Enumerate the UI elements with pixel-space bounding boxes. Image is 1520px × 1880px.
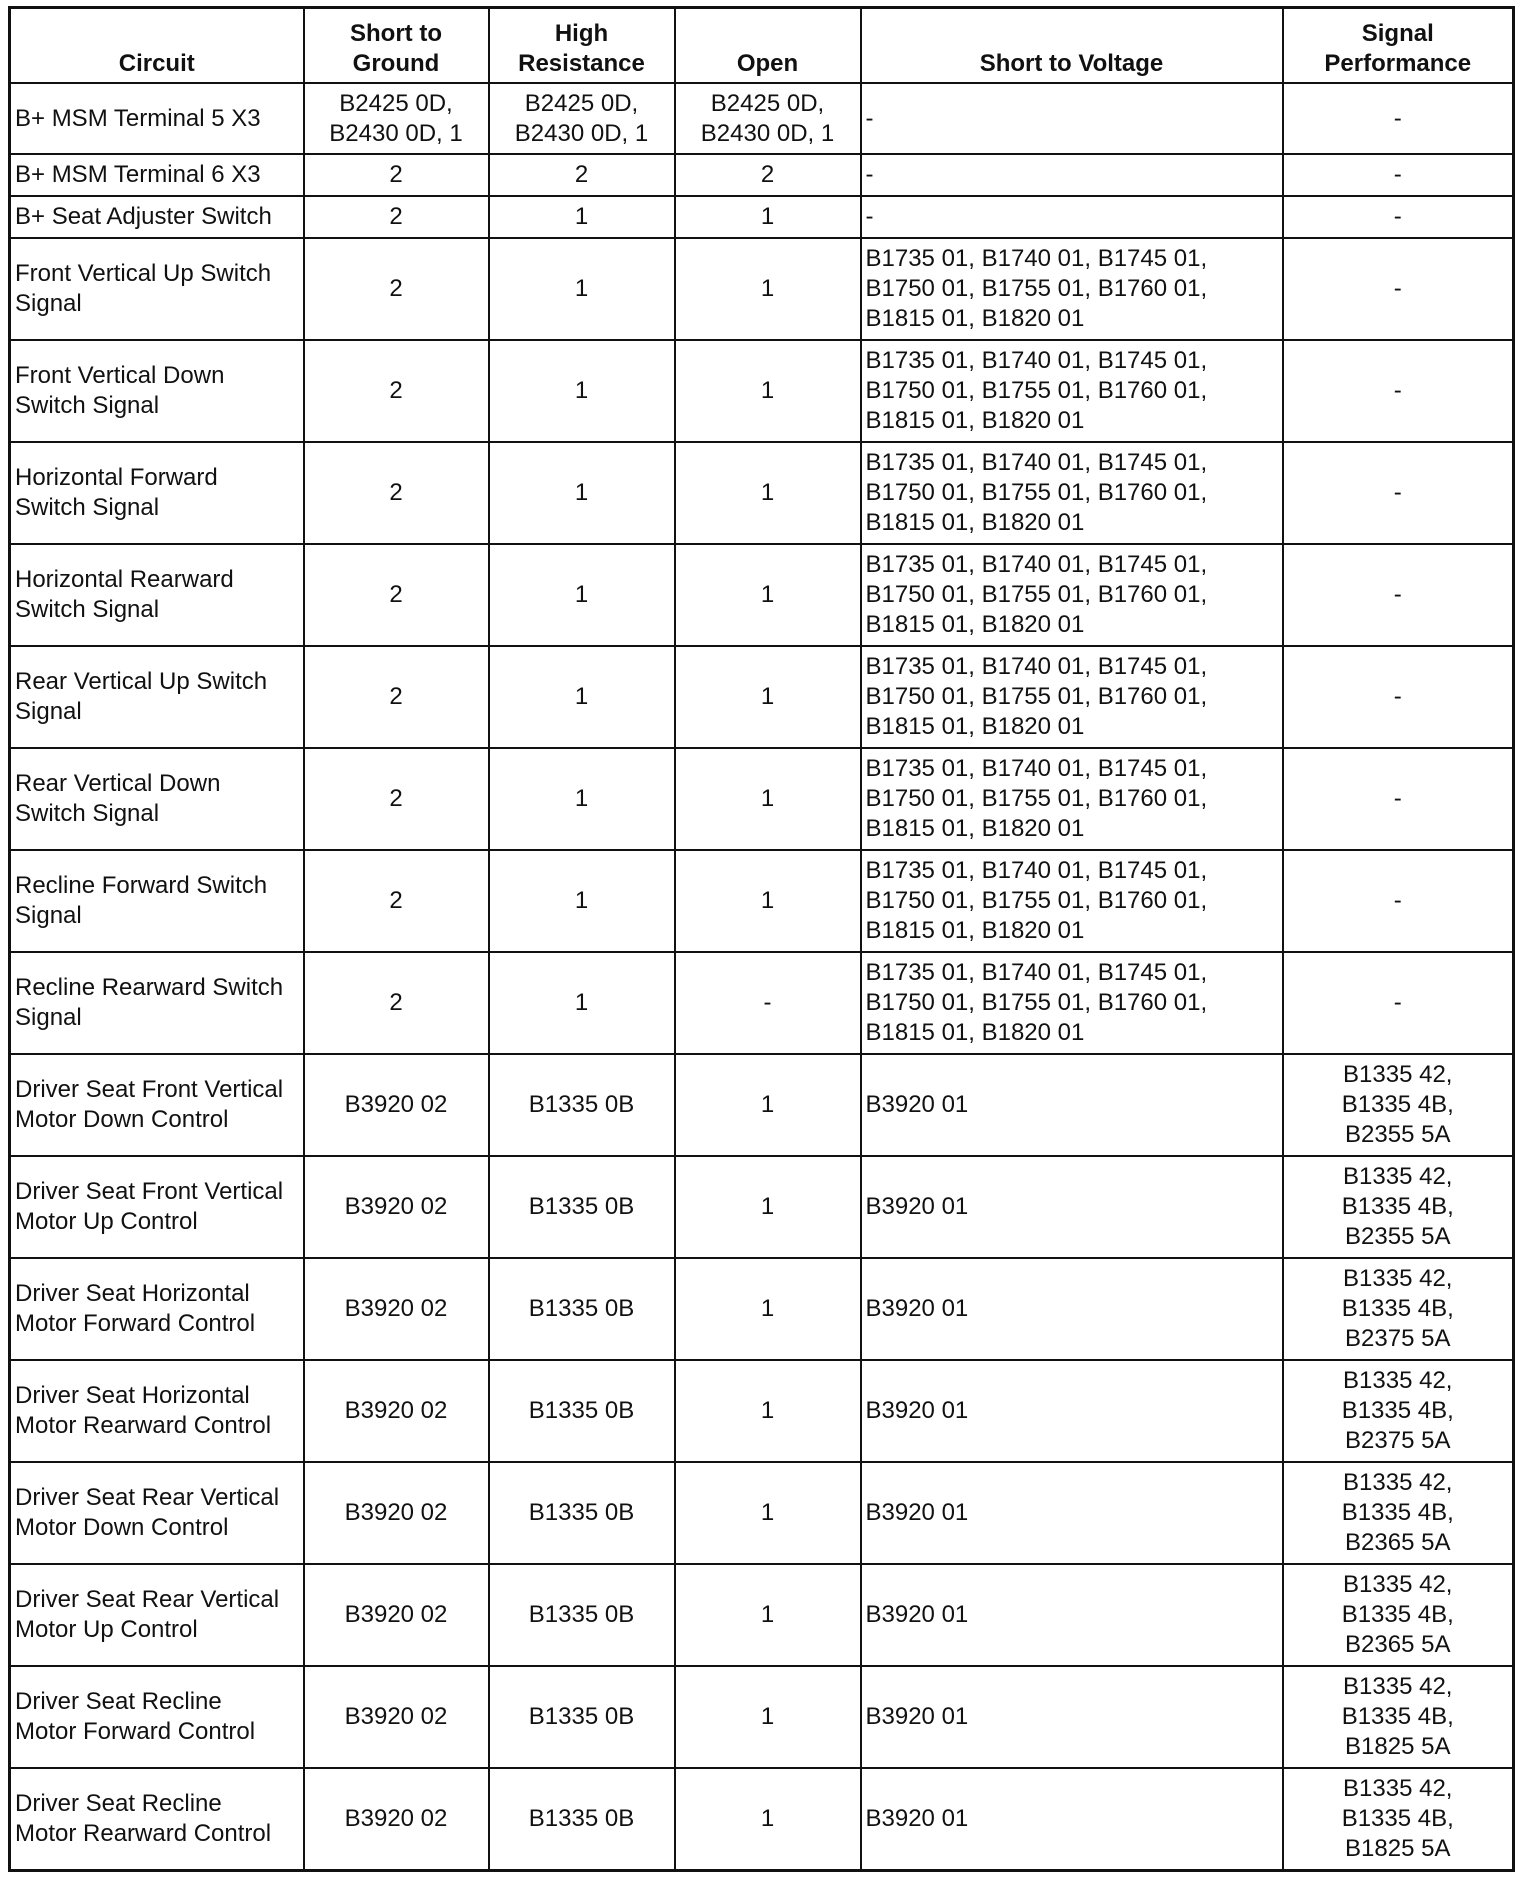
cell-short-to-ground: 2 [304, 196, 489, 238]
cell-high-resistance: 1 [489, 646, 675, 748]
cell-signal-performance: - [1283, 544, 1514, 646]
cell-circuit: Driver Seat Horizontal Motor Rearward Control [10, 1360, 304, 1462]
cell-open: B2425 0D, B2430 0D, 1 [675, 83, 861, 154]
cell-short-to-ground: 2 [304, 442, 489, 544]
header-row [10, 8, 1514, 84]
table-row [10, 850, 1514, 952]
cell-short-to-voltage: B1735 01, B1740 01, B1745 01, B1750 01, B1755 01, B1760 01, B1815 01, B1820 01 [861, 850, 1283, 952]
cell-short-to-voltage: B3920 01 [861, 1360, 1283, 1462]
cell-short-to-ground: B3920 02 [304, 1768, 489, 1870]
cell-circuit: Recline Forward Switch Signal [10, 850, 304, 952]
table-row [10, 154, 1514, 196]
cell-circuit: Driver Seat Rear Vertical Motor Up Control [10, 1564, 304, 1666]
cell-circuit: Driver Seat Recline Motor Forward Control [10, 1666, 304, 1768]
cell-circuit: Front Vertical Down Switch Signal [10, 340, 304, 442]
cell-short-to-ground: 2 [304, 850, 489, 952]
cell-open: - [675, 952, 861, 1054]
cell-short-to-ground: B3920 02 [304, 1564, 489, 1666]
cell-signal-performance: - [1283, 442, 1514, 544]
cell-short-to-voltage: B1735 01, B1740 01, B1745 01, B1750 01, B1755 01, B1760 01, B1815 01, B1820 01 [861, 646, 1283, 748]
cell-short-to-voltage: B3920 01 [861, 1054, 1283, 1156]
cell-short-to-voltage: B1735 01, B1740 01, B1745 01, B1750 01, B1755 01, B1760 01, B1815 01, B1820 01 [861, 952, 1283, 1054]
cell-high-resistance: B1335 0B [489, 1564, 675, 1666]
table-row [10, 1360, 1514, 1462]
cell-short-to-ground: B3920 02 [304, 1054, 489, 1156]
cell-high-resistance: B1335 0B [489, 1666, 675, 1768]
table-row [10, 1156, 1514, 1258]
cell-short-to-ground: B3920 02 [304, 1360, 489, 1462]
cell-short-to-voltage: - [861, 196, 1283, 238]
cell-high-resistance: B1335 0B [489, 1156, 675, 1258]
header-short-to-ground: Short to Ground [304, 8, 489, 84]
table-row [10, 1564, 1514, 1666]
cell-open: 2 [675, 154, 861, 196]
cell-short-to-ground: 2 [304, 748, 489, 850]
table-body [10, 83, 1514, 1870]
cell-signal-performance: - [1283, 196, 1514, 238]
cell-open: 1 [675, 748, 861, 850]
cell-circuit: B+ Seat Adjuster Switch [10, 196, 304, 238]
cell-high-resistance: B1335 0B [489, 1054, 675, 1156]
cell-signal-performance: B1335 42, B1335 4B, B2375 5A [1283, 1258, 1514, 1360]
cell-open: 1 [675, 340, 861, 442]
cell-high-resistance: 1 [489, 442, 675, 544]
header-high-resistance: High Resistance [489, 8, 675, 84]
header-signal-performance: Signal Performance [1283, 8, 1514, 84]
cell-signal-performance: - [1283, 952, 1514, 1054]
cell-high-resistance: 1 [489, 196, 675, 238]
cell-signal-performance: B1335 42, B1335 4B, B2365 5A [1283, 1564, 1514, 1666]
cell-open: 1 [675, 1564, 861, 1666]
cell-short-to-ground: 2 [304, 544, 489, 646]
cell-high-resistance: 2 [489, 154, 675, 196]
cell-short-to-voltage: B3920 01 [861, 1462, 1283, 1564]
cell-open: 1 [675, 1054, 861, 1156]
cell-signal-performance: - [1283, 340, 1514, 442]
cell-circuit: Driver Seat Horizontal Motor Forward Control [10, 1258, 304, 1360]
cell-signal-performance: - [1283, 850, 1514, 952]
cell-short-to-ground: 2 [304, 952, 489, 1054]
header-open: Open [675, 8, 861, 84]
cell-signal-performance: B1335 42, B1335 4B, B2355 5A [1283, 1156, 1514, 1258]
cell-high-resistance: B2425 0D, B2430 0D, 1 [489, 83, 675, 154]
cell-short-to-ground: B3920 02 [304, 1258, 489, 1360]
cell-high-resistance: 1 [489, 748, 675, 850]
header-short-to-voltage: Short to Voltage [861, 8, 1283, 84]
cell-circuit: Horizontal Forward Switch Signal [10, 442, 304, 544]
cell-short-to-voltage: - [861, 83, 1283, 154]
cell-signal-performance: B1335 42, B1335 4B, B1825 5A [1283, 1666, 1514, 1768]
cell-circuit: Driver Seat Rear Vertical Motor Down Control [10, 1462, 304, 1564]
cell-open: 1 [675, 1156, 861, 1258]
table-header [10, 8, 1514, 84]
header-circuit: Circuit [10, 8, 304, 84]
cell-short-to-voltage: B3920 01 [861, 1768, 1283, 1870]
cell-short-to-ground: B2425 0D, B2430 0D, 1 [304, 83, 489, 154]
cell-high-resistance: B1335 0B [489, 1768, 675, 1870]
cell-open: 1 [675, 196, 861, 238]
cell-circuit: Rear Vertical Up Switch Signal [10, 646, 304, 748]
cell-open: 1 [675, 442, 861, 544]
circuit-dtc-table [8, 6, 1515, 1872]
table-row [10, 238, 1514, 340]
table-row [10, 196, 1514, 238]
cell-short-to-ground: 2 [304, 646, 489, 748]
table-row [10, 952, 1514, 1054]
cell-short-to-ground: 2 [304, 238, 489, 340]
cell-circuit: Front Vertical Up Switch Signal [10, 238, 304, 340]
cell-high-resistance: 1 [489, 238, 675, 340]
cell-short-to-ground: 2 [304, 154, 489, 196]
cell-short-to-voltage: B3920 01 [861, 1258, 1283, 1360]
cell-open: 1 [675, 1360, 861, 1462]
cell-open: 1 [675, 544, 861, 646]
cell-circuit: B+ MSM Terminal 5 X3 [10, 83, 304, 154]
cell-signal-performance: - [1283, 83, 1514, 154]
table-row [10, 340, 1514, 442]
cell-circuit: Driver Seat Front Vertical Motor Up Control [10, 1156, 304, 1258]
cell-short-to-voltage: - [861, 154, 1283, 196]
table-row [10, 748, 1514, 850]
cell-high-resistance: 1 [489, 850, 675, 952]
cell-signal-performance: - [1283, 646, 1514, 748]
table-row [10, 1666, 1514, 1768]
cell-open: 1 [675, 646, 861, 748]
table-row [10, 1462, 1514, 1564]
cell-circuit: Rear Vertical Down Switch Signal [10, 748, 304, 850]
table-row [10, 83, 1514, 154]
cell-short-to-ground: B3920 02 [304, 1156, 489, 1258]
cell-open: 1 [675, 1768, 861, 1870]
cell-short-to-ground: B3920 02 [304, 1666, 489, 1768]
cell-signal-performance: B1335 42, B1335 4B, B2365 5A [1283, 1462, 1514, 1564]
cell-short-to-voltage: B1735 01, B1740 01, B1745 01, B1750 01, B1755 01, B1760 01, B1815 01, B1820 01 [861, 442, 1283, 544]
cell-circuit: B+ MSM Terminal 6 X3 [10, 154, 304, 196]
cell-open: 1 [675, 1666, 861, 1768]
table-row [10, 646, 1514, 748]
cell-short-to-voltage: B3920 01 [861, 1564, 1283, 1666]
cell-short-to-voltage: B1735 01, B1740 01, B1745 01, B1750 01, B1755 01, B1760 01, B1815 01, B1820 01 [861, 544, 1283, 646]
table-row [10, 544, 1514, 646]
cell-circuit: Driver Seat Front Vertical Motor Down Control [10, 1054, 304, 1156]
cell-circuit: Driver Seat Recline Motor Rearward Control [10, 1768, 304, 1870]
cell-high-resistance: B1335 0B [489, 1462, 675, 1564]
cell-signal-performance: - [1283, 238, 1514, 340]
cell-signal-performance: - [1283, 748, 1514, 850]
cell-short-to-voltage: B3920 01 [861, 1156, 1283, 1258]
cell-open: 1 [675, 1462, 861, 1564]
cell-short-to-ground: B3920 02 [304, 1462, 489, 1564]
cell-circuit: Recline Rearward Switch Signal [10, 952, 304, 1054]
table-row [10, 1768, 1514, 1870]
cell-short-to-voltage: B1735 01, B1740 01, B1745 01, B1750 01, B1755 01, B1760 01, B1815 01, B1820 01 [861, 748, 1283, 850]
cell-short-to-ground: 2 [304, 340, 489, 442]
cell-short-to-voltage: B1735 01, B1740 01, B1745 01, B1750 01, B1755 01, B1760 01, B1815 01, B1820 01 [861, 238, 1283, 340]
cell-short-to-voltage: B1735 01, B1740 01, B1745 01, B1750 01, B1755 01, B1760 01, B1815 01, B1820 01 [861, 340, 1283, 442]
cell-open: 1 [675, 238, 861, 340]
table-row [10, 1258, 1514, 1360]
cell-circuit: Horizontal Rearward Switch Signal [10, 544, 304, 646]
cell-signal-performance: B1335 42, B1335 4B, B2355 5A [1283, 1054, 1514, 1156]
cell-open: 1 [675, 850, 861, 952]
table-row [10, 1054, 1514, 1156]
cell-high-resistance: B1335 0B [489, 1360, 675, 1462]
table-row [10, 442, 1514, 544]
cell-signal-performance: B1335 42, B1335 4B, B2375 5A [1283, 1360, 1514, 1462]
cell-high-resistance: 1 [489, 544, 675, 646]
cell-signal-performance: B1335 42, B1335 4B, B1825 5A [1283, 1768, 1514, 1870]
cell-high-resistance: 1 [489, 952, 675, 1054]
cell-signal-performance: - [1283, 154, 1514, 196]
cell-high-resistance: B1335 0B [489, 1258, 675, 1360]
cell-open: 1 [675, 1258, 861, 1360]
cell-short-to-voltage: B3920 01 [861, 1666, 1283, 1768]
cell-high-resistance: 1 [489, 340, 675, 442]
